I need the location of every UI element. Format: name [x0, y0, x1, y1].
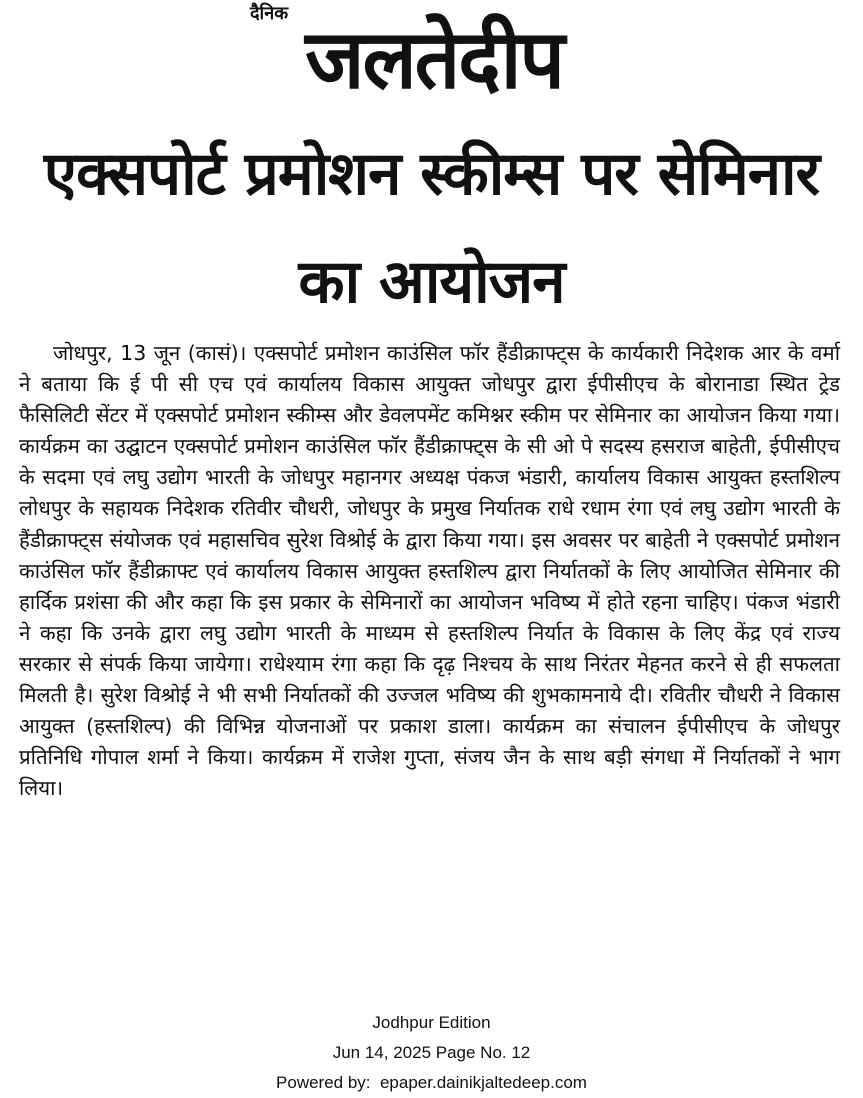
- powered-by-link[interactable]: Powered by: epaper.dainikjaltedeep.com: [276, 1073, 587, 1092]
- edition-name: Jodhpur Edition: [372, 1013, 491, 1032]
- masthead-tagline: दैनिक: [250, 3, 289, 24]
- newspaper-logo: जलतेदीप: [305, 12, 563, 107]
- edition-date-page: Jun 14, 2025 Page No. 12: [332, 1043, 531, 1062]
- masthead: [0, 0, 863, 118]
- edition-footer: [0, 1008, 863, 1098]
- article-body: जोधपुर, 13 जून (कासं)। एक्सपोर्ट प्रमोशन काउंसिल फॉर हैंडीक्राफ्ट्स के कार्यकारी निदेशक आर के वर्मा ने बताया कि ई पी सी एच एवं कार्यालय विकास आयुक्त जोधपुर द्वारा ईपीसीएच के बोरानाडा स्थित ट्रेड फैसिलिटी सेंटर में एक्सपोर्ट प्रमोशन स्कीम्स और डेवलपमेंट कमिश्नर स्कीम पर सेमिनार का आयोजन किया गया। कार्यक्रम का उद्घाटन एक्सपोर्ट प्रमोशन काउंसिल फॉर हैंडीक्राफ्ट्स के सी ओ पे सदस्य हसराज बाहेती, ईपीसीएच के सदमा एवं लघु उद्योग भारती के जोधपुर महानगर अध्यक्ष पंकज भंडारी, कार्यालय विकास आयुक्त हस्तशिल्प लोधपुर के सहायक निदेशक रतिवीर चौधरी, जोधपुर के प्रमुख निर्यातक राधे रधाम रंगा एवं लघु उद्योग भारती के हैंडीक्राफ्ट्स संयोजक एवं महासचिव सुरेश विश्रोई के द्वारा किया गया। इस अवसर पर बाहेती ने एक्सपोर्ट प्रमोशन काउंसिल फॉर हैंडीक्राफ्ट एवं कार्यालय विकास आयुक्त हस्तशिल्प द्वारा निर्यातकों के लिए आयोजित सेमिनार की हार्दिक प्रशंसा की और कहा कि इस प्रकार के सेमिनारों का आयोजन भविष्य में होते रहना चाहिए। पंकज भंडारी ने कहा कि उनके द्वारा लघु उद्योग भारती के माध्यम से हस्तशिल्प निर्यात के विकास के लिए केंद्र एवं राज्य सरकार से संपर्क किया जायेगा। राधेश्याम रंगा कहा कि दृढ़ निश्चय के साथ निरंतर मेहनत करने से ही सफलता मिलती है। सुरेश विश्रोई ने भी सभी निर्यातकों की उज्जल भविष्य की शुभकामनाये दी। रवितीर चौधरी ने विकास आयुक्त (हस्तशिल्प) की विभिन्न योजनाओं पर प्रकाश डाला। कार्यक्रम का संचालन ईपीसीएच के जोधपुर प्रतिनिधि गोपाल शर्मा ने किया। कार्यक्रम में राजेश गुप्ता, संजय जैन के साथ बड़ी संगधा में निर्यातकों ने भाग लिया।: [19, 341, 840, 801]
- article-headline: एक्सपोर्ट प्रमोशन स्कीम्स पर सेमिनार का आयोजन: [43, 139, 820, 317]
